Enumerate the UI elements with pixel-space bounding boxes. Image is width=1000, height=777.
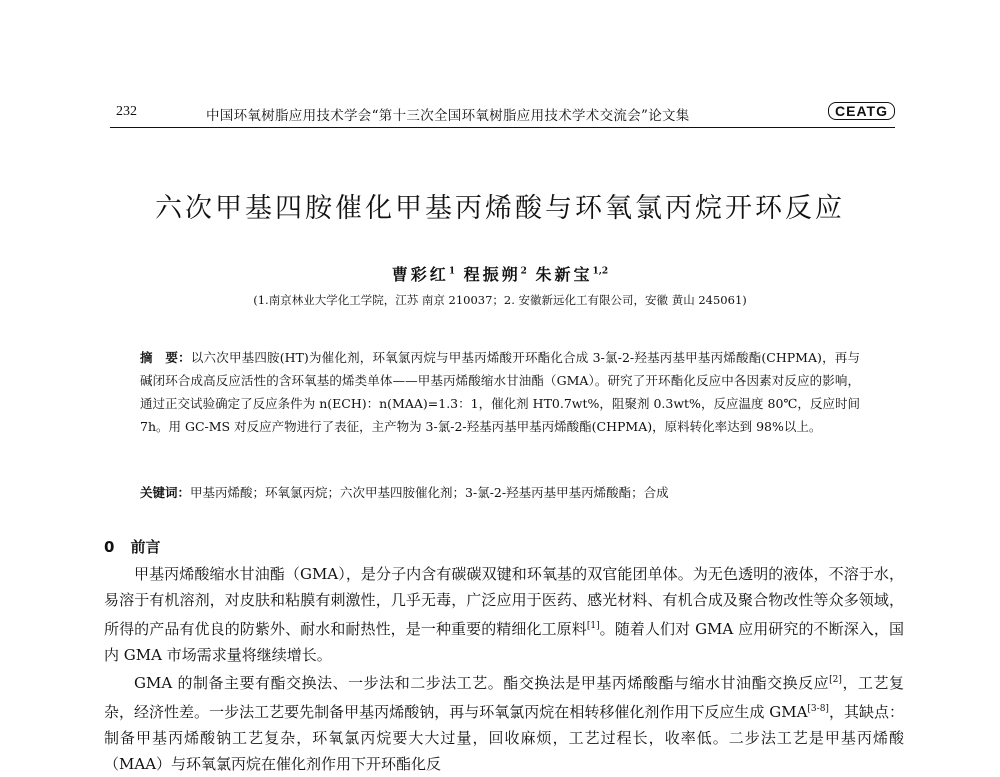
keywords-text: 甲基丙烯酸；环氧氯丙烷；六次甲基四胺催化剂；3-氯-2-羟基丙基甲基丙烯酸酯；合成	[190, 485, 669, 500]
body-paragraph: GMA 的制备主要有酯交换法、一步法和二步法工艺。酯交换法是甲基丙烯酸酯与缩水甘油酯交换反应[2]，工艺复杂，经济性差。一步法工艺要先制备甲基丙烯酸钠，再与环氧氯丙烷在相转移催化剂作用下反应生成 GMA[3-8]，其缺点：制备甲基丙烯酸钠工艺复杂，环氧氯丙烷要大大过量，回收麻烦，工艺过程长，收率低。二步法工艺是甲基丙烯酸（MAA）与环氧氯丙烷在催化剂作用下开环酯化反	[104, 674, 904, 773]
conference-logo: CEATG	[828, 102, 895, 120]
header-rule	[110, 127, 895, 128]
running-header	[110, 104, 895, 126]
abstract-label: 摘 要：	[140, 350, 191, 365]
abstract-text: 以六次甲基四胺(HT)为催化剂，环氧氯丙烷与甲基丙烯酸开环酯化合成 3-氯-2-羟基丙基甲基丙烯酸酯(CHPMA)，再与碱闭环合成高反应活性的含环氧基的烯类单体——甲基丙烯酸缩水甘油酯（GMA）。研究了开环酯化反应中各因素对反应的影响，通过正交试验确定了反应条件为 n(ECH)：n(MAA)=1.3：1，催化剂 HT0.7wt%，阻聚剂 0.3wt%，反应温度 80℃，反应时间 7h。用 GC-MS 对反应产物进行了表征，主产物为 3-氯-2-羟基丙基甲基丙烯酸酯(CHPMA)，原料转化率达到 98%以上。	[140, 350, 860, 434]
keywords	[140, 483, 860, 501]
citation: [1]	[586, 621, 600, 631]
author: 曹彩红$^1$	[391, 265, 456, 284]
citation: [3-8]	[807, 704, 829, 714]
affiliation: (1.南京林业大学化工学院，江苏 南京 210037；2. 安徽新远化工有限公司，安徽 黄山 245061)	[253, 293, 747, 307]
abstract	[140, 346, 860, 438]
paper-title: 六次甲基四胺催化甲基丙烯酸与环氧氯丙烷开环反应	[155, 193, 845, 224]
citation: [2]	[829, 675, 842, 685]
author-list	[0, 262, 1000, 285]
author: 朱新宝$^{1,2}$	[535, 265, 609, 284]
section-heading	[104, 536, 160, 557]
section-title: 前言	[130, 538, 161, 556]
page-number: 232	[116, 104, 137, 119]
running-title: 中国环氧树脂应用技术学会“第十三次全国环氧树脂应用技术学术交流会”论文集	[206, 108, 690, 124]
body-paragraph: 甲基丙烯酸缩水甘油酯（GMA），是分子内含有碳碳双键和环氧基的双官能团单体。为无色透明的液体，不溶于水，易溶于有机溶剂，对皮肤和粘膜有刺激性，几乎无毒，广泛应用于医药、感光材料、有机合成及聚合物改性等众多领域，所得的产品有优良的防紫外、耐水和耐热性，是一种重要的精细化工原料[1]。随着人们对 GMA 应用研究的不断深入，国内 GMA 市场需求量将继续增长。	[104, 565, 904, 664]
author: 程振朔$^2$	[463, 265, 527, 284]
section-number: 0	[104, 538, 115, 556]
keywords-label: 关键词：	[140, 485, 191, 500]
